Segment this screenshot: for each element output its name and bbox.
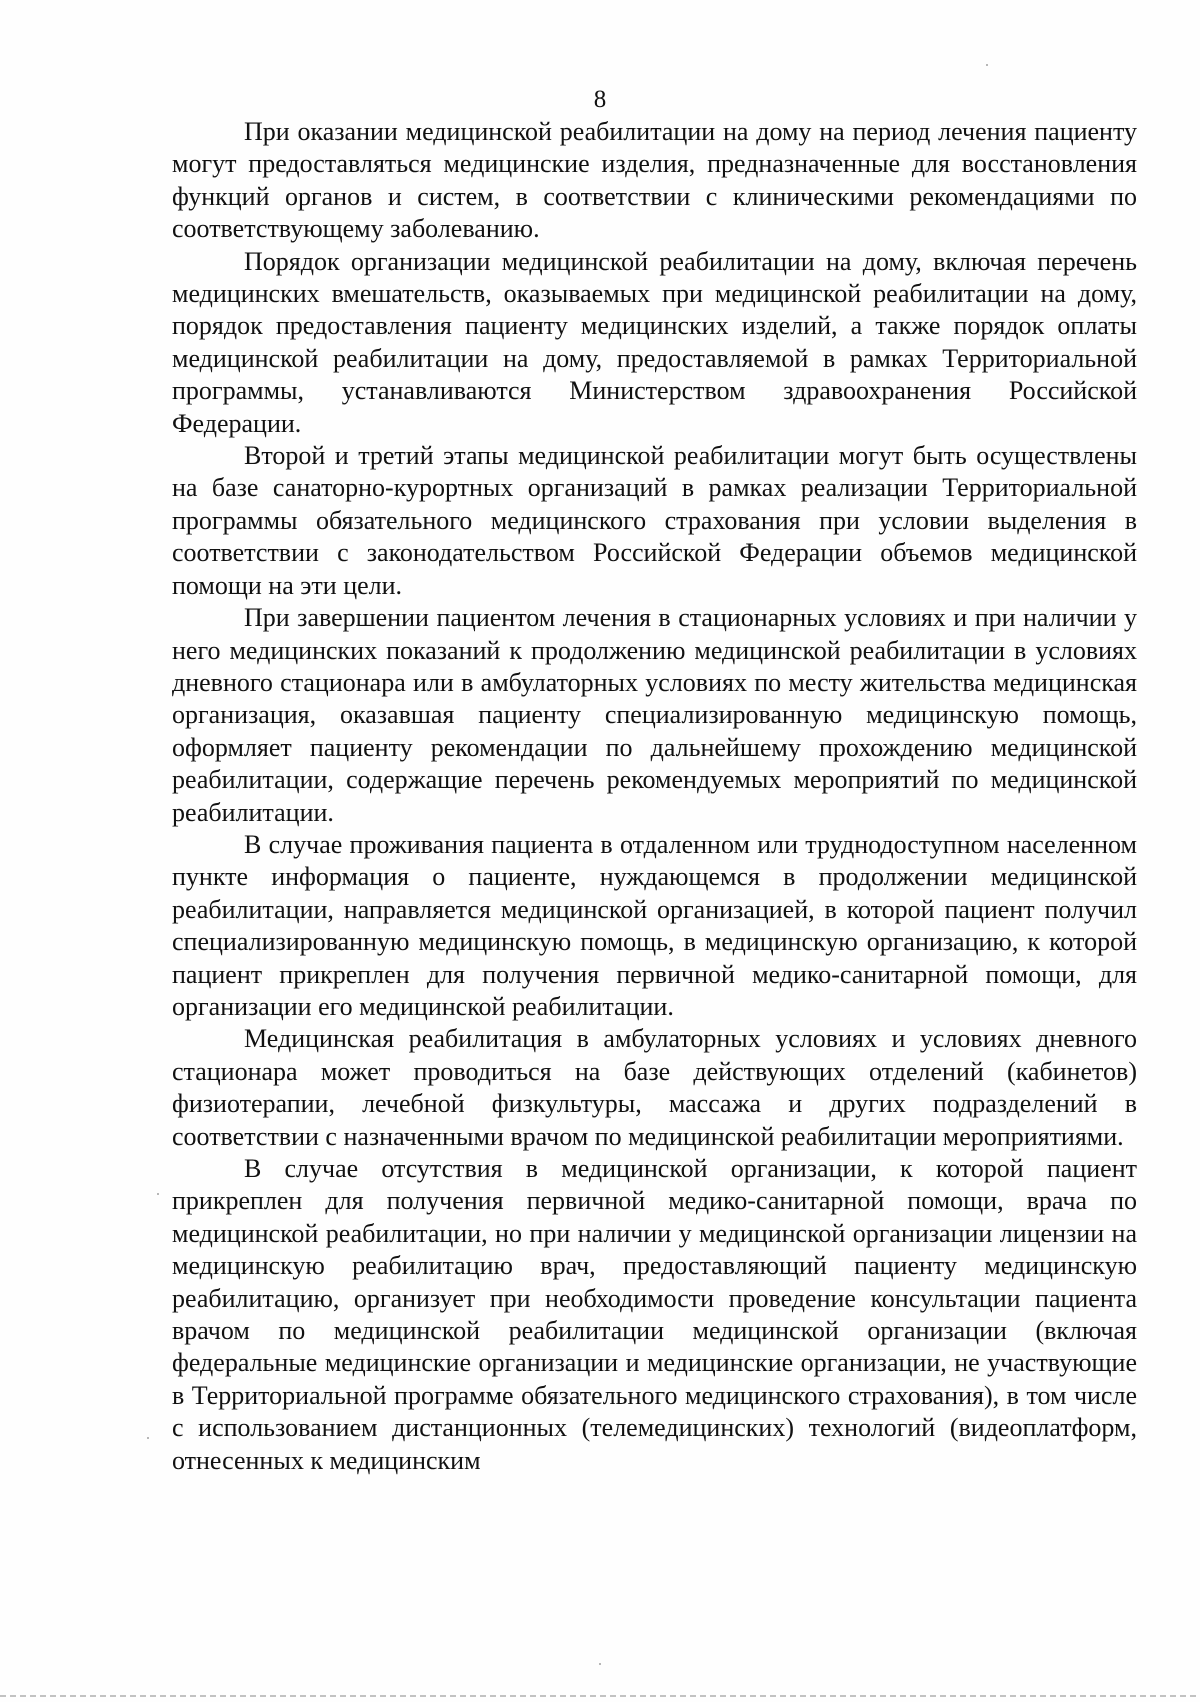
document-body (172, 116, 1137, 1477)
page-number: 8 (593, 86, 607, 113)
scan-edge-line (0, 1695, 1200, 1697)
paragraph-outpatient-rehabilitation: Медицинская реабилитация в амбулаторных условиях и условиях дневного стационара может проводиться на базе действующих отделений (кабинетов) физиотерапии, лечебной физкультуры, массажа и других подразделений в соответствии с назначенными врачом по медицинской реабилитации мероприятиями. (172, 1024, 1137, 1151)
paragraph-remote-settlement: В случае проживания пациента в отдаленном или труднодоступном населенном пункте информация о пациенте, нуждающемся в продолжении медицинской реабилитации, направляется медицинской организацией, в которой пациент получил специализированную медицинскую помощь, в медицинскую организацию, к которой пациент прикреплен для получения первичной медико-санитарной помощи, для организации его медицинской реабилитации. (172, 829, 1137, 1021)
scan-speck (157, 1193, 159, 1195)
paragraph-discharge-recommendations: При завершении пациентом лечения в стационарных условиях и при наличии у него медицинских показаний к продолжению медицинской реабилитации в условиях дневного стационара или в амбулаторных условиях по месту жительства медицинская организация, оказавшая пациенту специализированную медицинскую помощь, оформляет пациенту рекомендации по дальнейшему прохождению медицинской реабилитации, содержащие перечень рекомендуемых мероприятий по медицинской реабилитации. (172, 603, 1137, 827)
paragraph-home-rehabilitation-procedure: Порядок организации медицинской реабилитации на дому, включая перечень медицинских вмешательств, оказываемых при медицинской реабилитации на дому, порядок предоставления пациенту медицинских изделий, а также порядок оплаты медицинской реабилитации на дому, предоставляемой в рамках Территориальной программы, устанавливаются Министерством здравоохранения Российской Федерации. (172, 246, 1137, 438)
paragraph-sanatorium-stages: Второй и третий этапы медицинской реабилитации могут быть осуществлены на базе санаторно-курортных организаций в рамках реализации Территориальной программы обязательного медицинского страхования при условии выделения в соответствии с законодательством Российской Федерации объемов медицинской помощи на эти цели. (172, 441, 1137, 600)
scan-speck (599, 1663, 601, 1665)
scan-speck (986, 64, 988, 66)
paragraph-home-rehabilitation-devices: При оказании медицинской реабилитации на дому на период лечения пациенту могут предоставляться медицинские изделия, предназначенные для восстановления функций органов и систем, в соответствии с клиническими рекомендациями по соответствующему заболеванию. (172, 117, 1137, 244)
scan-speck (147, 1437, 149, 1439)
paragraph-consultation-telemedicine: В случае отсутствия в медицинской организации, к которой пациент прикреплен для получения первичной медико-санитарной помощи, врача по медицинской реабилитации, но при наличии у медицинской организации лицензии на медицинскую реабилитацию врач, предоставляющий пациенту медицинскую реабилитацию, организует при необходимости проведение консультации пациента врачом по медицинской реабилитации медицинской организации (включая федеральные медицинские организации и медицинские организации, не участвующие в Территориальной программе обязательного медицинского страхования), в том числе с использованием дистанционных (телемедицинских) технологий (видеоплатформ, отнесенных к медицинским (172, 1154, 1137, 1475)
